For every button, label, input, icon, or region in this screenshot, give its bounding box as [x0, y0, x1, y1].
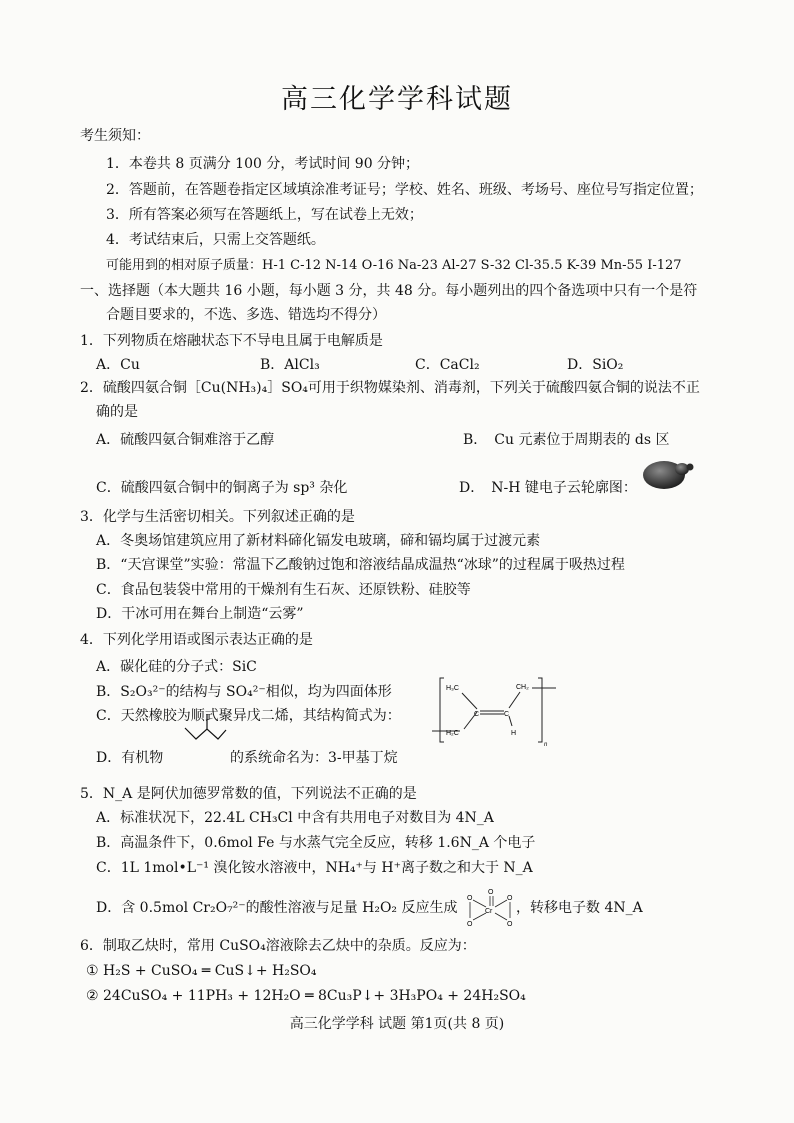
q5-stem: 5．N_A 是阿伏加德罗常数的值，下列说法不正确的是 — [80, 786, 417, 802]
cr-label-o-ll: O — [467, 921, 473, 928]
section-heading-line1: 一、选择题（本大题共 16 小题，每小题 3 分，共 48 分。每小题列出的四个备选项中只有一个是符 — [80, 283, 698, 299]
cr-label-o-lr: O — [507, 921, 513, 928]
q6-reaction-1: ① H₂S + CuSO₄ ═ CuS↓+ H₂SO₄ — [86, 963, 317, 979]
q6-stem: 6．制取乙炔时，常用 CuSO₄溶液除去乙炔中的杂质。反应为： — [80, 938, 476, 954]
q2-stem-line2: 确的是 — [96, 404, 138, 420]
q3-stem: 3．化学与生活密切相关。下列叙述正确的是 — [80, 509, 355, 525]
page-footer: 高三化学学科 试题 第1页(共 8 页) — [289, 1016, 505, 1032]
q2-option-c: C．硫酸四氨合铜中的铜离子为 sp³ 杂化 — [96, 480, 348, 496]
notice-item-3: 3．所有答案必须写在答题纸上，写在试卷上无效； — [106, 207, 423, 223]
cro5-structure — [465, 886, 515, 932]
atomic-masses: 可能用到的相对原子质量：H-1 C-12 N-14 O-16 Na-23 Al-27 S-32 Cl-35.5 K-39 Mn-55 I-127 — [106, 258, 682, 273]
q6-reaction-2: ② 24CuSO₄ + 11PH₃ + 12H₂O ═ 8Cu₃P↓+ 3H₃PO₄ + 24H₂SO₄ — [86, 988, 526, 1004]
q4-option-d-prefix: D．有机物 — [96, 750, 164, 766]
notice-item-1: 1．本卷共 8 页满分 100 分，考试时间 90 分钟； — [106, 156, 420, 172]
notice-heading: 考生须知： — [80, 128, 150, 144]
cr-label-o-ul: O — [467, 895, 473, 902]
struct-label-h2c: H₂C — [446, 730, 459, 737]
skeletal-formula-figure — [183, 712, 227, 742]
cr-label-o-ur: O — [507, 895, 513, 902]
q2-option-a: A．硫酸四氨合铜难溶于乙醇 — [96, 432, 275, 448]
q2-option-b: B． Cu 元素位于周期表的 ds 区 — [463, 432, 670, 448]
q4-stem: 4．下列化学用语或图示表达正确的是 — [80, 632, 313, 648]
notice-item-4: 4．考试结束后，只需上交答题纸。 — [106, 232, 325, 248]
q1-stem: 1．下列物质在熔融状态下不导电且属于电解质是 — [80, 333, 383, 349]
q1-option-b: B．AlCl₃ — [260, 357, 320, 373]
polyisoprene-structure — [432, 676, 564, 756]
q2-option-d: D． N-H 键电子云轮廓图： — [459, 480, 637, 496]
q5-option-a: A．标准状况下，22.4L CH₃Cl 中含有共用电子对数目为 4N_A — [96, 810, 494, 826]
nh-bond-orbital-figure — [642, 457, 694, 491]
struct-label-ch2: CH₂ — [516, 684, 529, 691]
struct-label-c1: C — [474, 711, 480, 718]
q3-option-a: A．冬奥场馆建筑应用了新材料碲化镉发电玻璃，碲和镉均属于过渡元素 — [96, 533, 541, 549]
q4-option-b: B．S₂O₃²⁻的结构与 SO₄²⁻相似，均为四面体形 — [96, 684, 392, 700]
q4-option-d-suffix: 的系统命名为：3-甲基丁烷 — [230, 750, 398, 766]
q5-option-d-suffix: ，转移电子数 4N_A — [516, 900, 643, 916]
q1-option-a: A．Cu — [96, 357, 140, 373]
struct-label-h: H — [511, 730, 517, 737]
q3-option-c: C．食品包装袋中常用的干燥剂有生石灰、还原铁粉、硅胶等 — [96, 582, 471, 598]
q3-option-b: B．“天宫课堂”实验：常温下乙酸钠过饱和溶液结晶成温热“冰球”的过程属于吸热过程 — [96, 557, 625, 573]
q3-option-d: D．干冰可用在舞台上制造“云雾” — [96, 606, 304, 622]
q1-option-d: D．SiO₂ — [567, 357, 624, 373]
q5-option-c: C．1L 1mol•L⁻¹ 溴化铵水溶液中，NH₄⁺与 H⁺离子数之和大于 N_A — [96, 860, 533, 876]
q4-option-c: C．天然橡胶为顺式聚异戊二烯，其结构简式为： — [96, 708, 401, 724]
section-heading-line2: 合题目要求的，不选、多选、错选均不得分） — [106, 307, 386, 323]
q5-option-b: B．高温条件下，0.6mol Fe 与水蒸气完全反应，转移 1.6N_A 个电子 — [96, 835, 536, 851]
q2-stem-line1: 2．硫酸四氨合铜［Cu(NH₃)₄］SO₄可用于织物媒染剂、消毒剂，下列关于硫酸四氨合铜的说法不正 — [80, 380, 700, 396]
cr-label-cr: Cr — [485, 908, 493, 915]
q4-option-a: A．碳化硅的分子式：SiC — [96, 659, 257, 675]
notice-item-2: 2．答题前，在答题卷指定区域填涂准考证号；学校、姓名、班级、考场号、座位号写指定位置； — [106, 182, 703, 198]
q5-option-d-prefix: D．含 0.5mol Cr₂O₇²⁻的酸性溶液与足量 H₂O₂ 反应生成 — [96, 900, 458, 916]
cr-label-o-top: O — [488, 889, 494, 896]
struct-label-n: n — [544, 742, 548, 748]
struct-label-h3c: H₃C — [446, 685, 459, 692]
q1-option-c: C．CaCl₂ — [415, 357, 480, 373]
struct-label-c2: C — [504, 711, 510, 718]
page-title: 高三化学学科试题 — [281, 84, 513, 115]
